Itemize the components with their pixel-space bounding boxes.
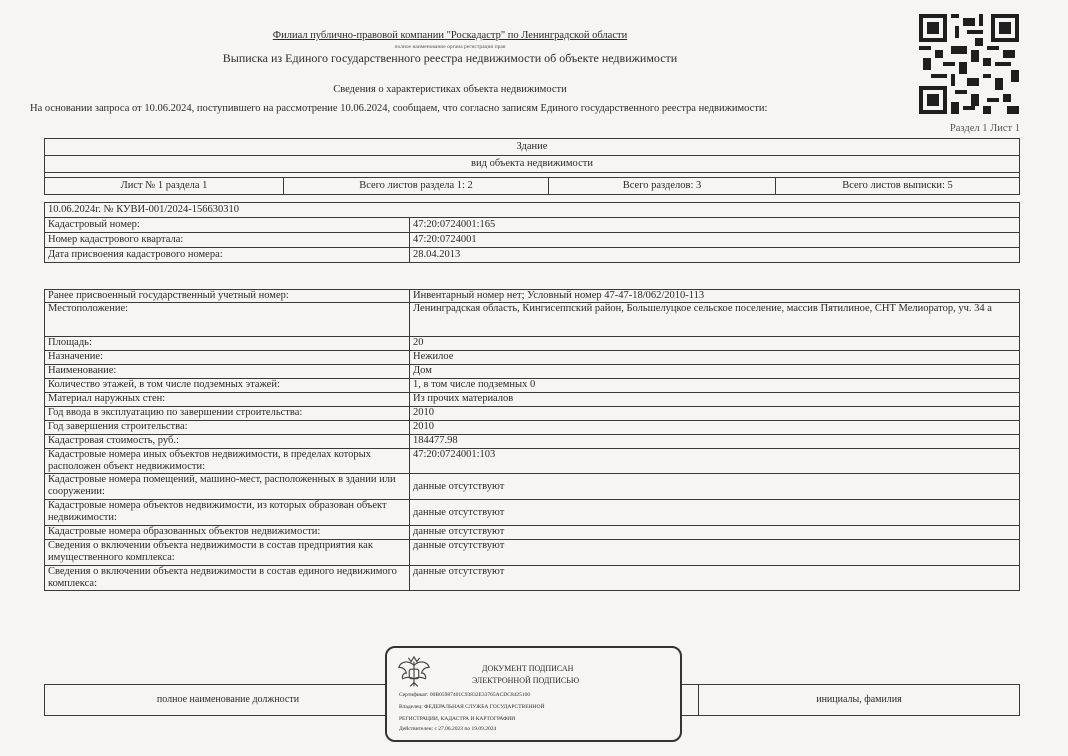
detail-value: 1, в том числе подземных 0 — [410, 379, 1020, 393]
table-row — [45, 351, 1020, 365]
record-value: 47:20:0724001:165 — [410, 218, 1020, 233]
section-label: Раздел 1 Лист 1 — [949, 123, 1020, 134]
detail-key: Наименование: — [45, 365, 410, 379]
detail-value: данные отсутствуют — [410, 566, 1020, 591]
table-row — [45, 393, 1020, 407]
detail-value: 47:20:0724001:103 — [410, 449, 1020, 474]
organization-name: Филиал публично-правовой компании "Роскадастр" по Ленинградской области — [272, 30, 628, 41]
detail-value: 2010 — [410, 407, 1020, 421]
table-row — [45, 500, 1020, 526]
detail-value: 2010 — [410, 421, 1020, 435]
position-caption: полное наименование должности — [45, 685, 412, 716]
record-key: Кадастровый номер: — [45, 218, 410, 233]
table-row — [45, 303, 1020, 337]
object-type-table — [44, 138, 1020, 195]
table-row — [45, 526, 1020, 540]
detail-key: Сведения о включении объекта недвижимости в состав единого недвижимого комплекса: — [45, 566, 410, 591]
table-row — [45, 449, 1020, 474]
table-row — [45, 474, 1020, 500]
stamp-validity: Действителен: с 27.06.2023 по 19.09.2024 — [399, 726, 497, 732]
table-row — [45, 290, 1020, 303]
record-date-number: 10.06.2024г. № КУВИ-001/2024-156630310 — [45, 203, 1020, 218]
detail-key: Ранее присвоенный государственный учетный номер: — [45, 290, 410, 303]
record-key: Дата присвоения кадастрового номера: — [45, 248, 410, 263]
detail-key: Год ввода в эксплуатацию по завершении строительства: — [45, 407, 410, 421]
detail-key: Кадастровые номера образованных объектов недвижимости: — [45, 526, 410, 540]
sheet-info-cell: Лист № 1 раздела 1 — [45, 178, 284, 195]
detail-value: 184477.98 — [410, 435, 1020, 449]
detail-key: Материал наружных стен: — [45, 393, 410, 407]
detail-value: 20 — [410, 337, 1020, 351]
detail-value: Из прочих материалов — [410, 393, 1020, 407]
request-text: На основании запроса от 10.06.2024, поступившего на рассмотрение 10.06.2024, сообщаем, что согласно записям Единого государственного реестра недвижимости: — [30, 103, 768, 114]
record-value: 28.04.2013 — [410, 248, 1020, 263]
detail-key: Кадастровая стоимость, руб.: — [45, 435, 410, 449]
detail-value: данные отсутствуют — [410, 500, 1020, 526]
detail-value: Ленинградская область, Кингисеппский район, Большелуцкое сельское поселение, массив Пятилиное, СНТ Мелиоратор, уч. 34 а — [410, 303, 1020, 337]
sheet-info-cell: Всего разделов: 3 — [549, 178, 776, 195]
table-row — [45, 407, 1020, 421]
table-row — [45, 233, 1020, 248]
name-caption: инициалы, фамилия — [699, 685, 1020, 716]
stamp-owner-2: РЕГИСТРАЦИИ, КАДАСТРА И КАРТОГРАФИИ — [399, 716, 516, 722]
record-key: Номер кадастрового квартала: — [45, 233, 410, 248]
stamp-owner-1: Владелец: ФЕДЕРАЛЬНАЯ СЛУЖБА ГОСУДАРСТВЕННОЙ — [399, 704, 545, 710]
detail-key: Кадастровые номера объектов недвижимости, из которых образован объект недвижимости: — [45, 500, 410, 526]
electronic-signature-stamp — [385, 646, 682, 742]
russian-emblem-icon — [395, 654, 433, 692]
object-type-caption: вид объекта недвижимости — [45, 156, 1020, 173]
detail-key: Год завершения строительства: — [45, 421, 410, 435]
detail-key: Кадастровые номера помещений, машино-мест, расположенных в здании или сооружении: — [45, 474, 410, 500]
stamp-line-2: ЭЛЕКТРОННОЙ ПОДПИСЬЮ — [472, 676, 580, 685]
table-row — [45, 218, 1020, 233]
table-row — [45, 365, 1020, 379]
document-subtitle: Сведения о характеристиках объекта недвижимости — [333, 84, 567, 95]
detail-key: Сведения о включении объекта недвижимости в состав предприятия как имущественного комплекса: — [45, 540, 410, 566]
detail-key: Назначение: — [45, 351, 410, 365]
detail-value: Нежилое — [410, 351, 1020, 365]
details-table — [44, 289, 1020, 591]
stamp-line-1: ДОКУМЕНТ ПОДПИСАН — [482, 664, 574, 673]
detail-key: Количество этажей, в том числе подземных этажей: — [45, 379, 410, 393]
detail-key: Площадь: — [45, 337, 410, 351]
document-title: Выписка из Единого государственного реестра недвижимости об объекте недвижимости — [222, 51, 678, 65]
table-row — [45, 337, 1020, 351]
table-row — [45, 435, 1020, 449]
table-row — [45, 421, 1020, 435]
detail-value: данные отсутствуют — [410, 526, 1020, 540]
qr-code-icon — [919, 14, 1019, 114]
detail-value: Дом — [410, 365, 1020, 379]
stamp-certificate: Сертификат: 00B05987401C93832E33765ACDC8425100 — [399, 692, 531, 698]
object-type: Здание — [45, 139, 1020, 156]
record-table — [44, 202, 1020, 263]
sheet-info-cell: Всего листов выписки: 5 — [776, 178, 1020, 195]
detail-key: Местоположение: — [45, 303, 410, 337]
record-value: 47:20:0724001 — [410, 233, 1020, 248]
detail-value: Инвентарный номер нет; Условный номер 47-47-18/062/2010-113 — [410, 290, 1020, 303]
detail-value: данные отсутствуют — [410, 540, 1020, 566]
table-row — [45, 248, 1020, 263]
table-row — [45, 540, 1020, 566]
organization-caption: полное наименование органа регистрации прав — [394, 44, 506, 50]
detail-key: Кадастровые номера иных объектов недвижимости, в пределах которых расположен объект недвижимости: — [45, 449, 410, 474]
table-row — [45, 566, 1020, 591]
table-row — [45, 379, 1020, 393]
sheet-info-cell: Всего листов раздела 1: 2 — [284, 178, 549, 195]
detail-value: данные отсутствуют — [410, 474, 1020, 500]
